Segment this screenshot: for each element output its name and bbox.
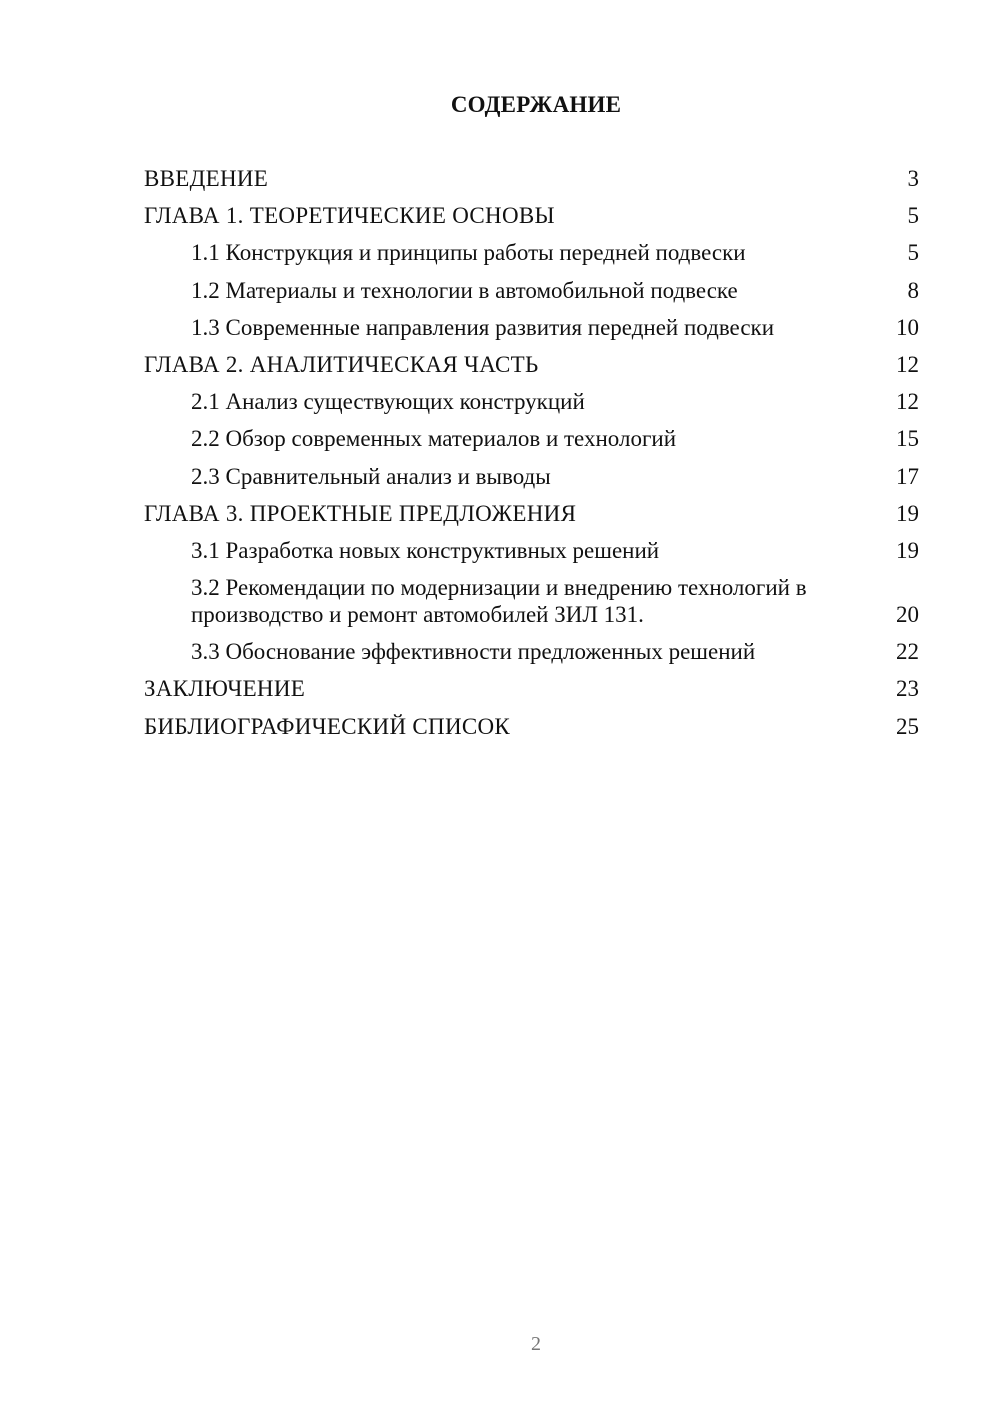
toc-entry-chapter-3[interactable] (144, 501, 919, 527)
page-number: 2 (531, 1333, 541, 1355)
toc-entry-page: 5 (907, 240, 919, 266)
toc-entry-page: 20 (896, 602, 919, 628)
toc-entry-bibliography[interactable] (144, 714, 919, 740)
toc-entry-section-3-3[interactable] (144, 639, 919, 665)
toc-entry-section-2-2[interactable] (144, 426, 919, 452)
toc-entry-chapter-1[interactable] (144, 203, 919, 229)
toc-entry-title: ГЛАВА 3. ПРОЕКТНЫЕ ПРЕДЛОЖЕНИЯ (144, 500, 577, 526)
toc-entry-page: 15 (896, 426, 919, 452)
page-title: СОДЕРЖАНИЕ (450, 92, 622, 117)
table-of-contents (144, 166, 919, 751)
toc-entry-section-2-1[interactable] (144, 389, 919, 415)
toc-entry-page: 3 (907, 166, 919, 191)
toc-entry-section-1-1[interactable] (144, 240, 919, 266)
toc-entry-title: ГЛАВА 1. ТЕОРЕТИЧЕСКИЕ ОСНОВЫ (144, 203, 555, 229)
toc-entry-title: ГЛАВА 2. АНАЛИТИЧЕСКАЯ ЧАСТЬ (144, 351, 539, 377)
toc-entry-page: 12 (896, 389, 919, 415)
toc-entry-page: 19 (896, 500, 919, 526)
toc-entry-page: 12 (896, 351, 919, 377)
toc-entry-title: ЗАКЛЮЧЕНИЕ (144, 676, 306, 702)
toc-entry-section-3-1[interactable] (144, 538, 919, 564)
toc-entry-title: 3.2 Рекомендации по модернизации и внедрению технологий в производство и ремонт автомобилей ЗИЛ 131. (191, 575, 807, 627)
toc-entry-page: 17 (896, 463, 919, 489)
toc-entry-title: 1.1 Конструкция и принципы работы передней подвески (191, 240, 746, 266)
toc-entry-title: 2.2 Обзор современных материалов и технологий (191, 426, 676, 452)
toc-entry-page: 5 (907, 203, 919, 229)
toc-entry-page: 23 (896, 676, 919, 702)
toc-entry-title: ВВЕДЕНИЕ (144, 166, 269, 191)
toc-entry-section-1-3[interactable] (144, 315, 919, 341)
toc-entry-introduction[interactable] (144, 166, 919, 192)
toc-entry-conclusion[interactable] (144, 676, 919, 702)
toc-entry-section-1-2[interactable] (144, 278, 919, 304)
toc-entry-title: 1.2 Материалы и технологии в автомобильной подвеске (191, 277, 738, 303)
toc-entry-section-2-3[interactable] (144, 464, 919, 490)
toc-entry-page: 22 (896, 639, 919, 665)
toc-entry-chapter-2[interactable] (144, 352, 919, 378)
toc-entry-title: БИБЛИОГРАФИЧЕСКИЙ СПИСОК (144, 713, 511, 739)
toc-entry-title: 3.3 Обоснование эффективности предложенных решений (191, 639, 756, 665)
toc-entry-page: 25 (896, 713, 919, 739)
toc-entry-title: 2.3 Сравнительный анализ и выводы (191, 463, 551, 489)
toc-entry-page: 19 (896, 537, 919, 563)
toc-entry-page: 10 (896, 314, 919, 340)
toc-entry-title: 1.3 Современные направления развития передней подвески (191, 314, 775, 340)
toc-entry-title: 3.1 Разработка новых конструктивных решений (191, 537, 660, 563)
toc-entry-page: 8 (907, 277, 919, 303)
toc-entry-title: 2.1 Анализ существующих конструкций (191, 389, 585, 415)
toc-entry-section-3-2[interactable] (144, 575, 919, 628)
